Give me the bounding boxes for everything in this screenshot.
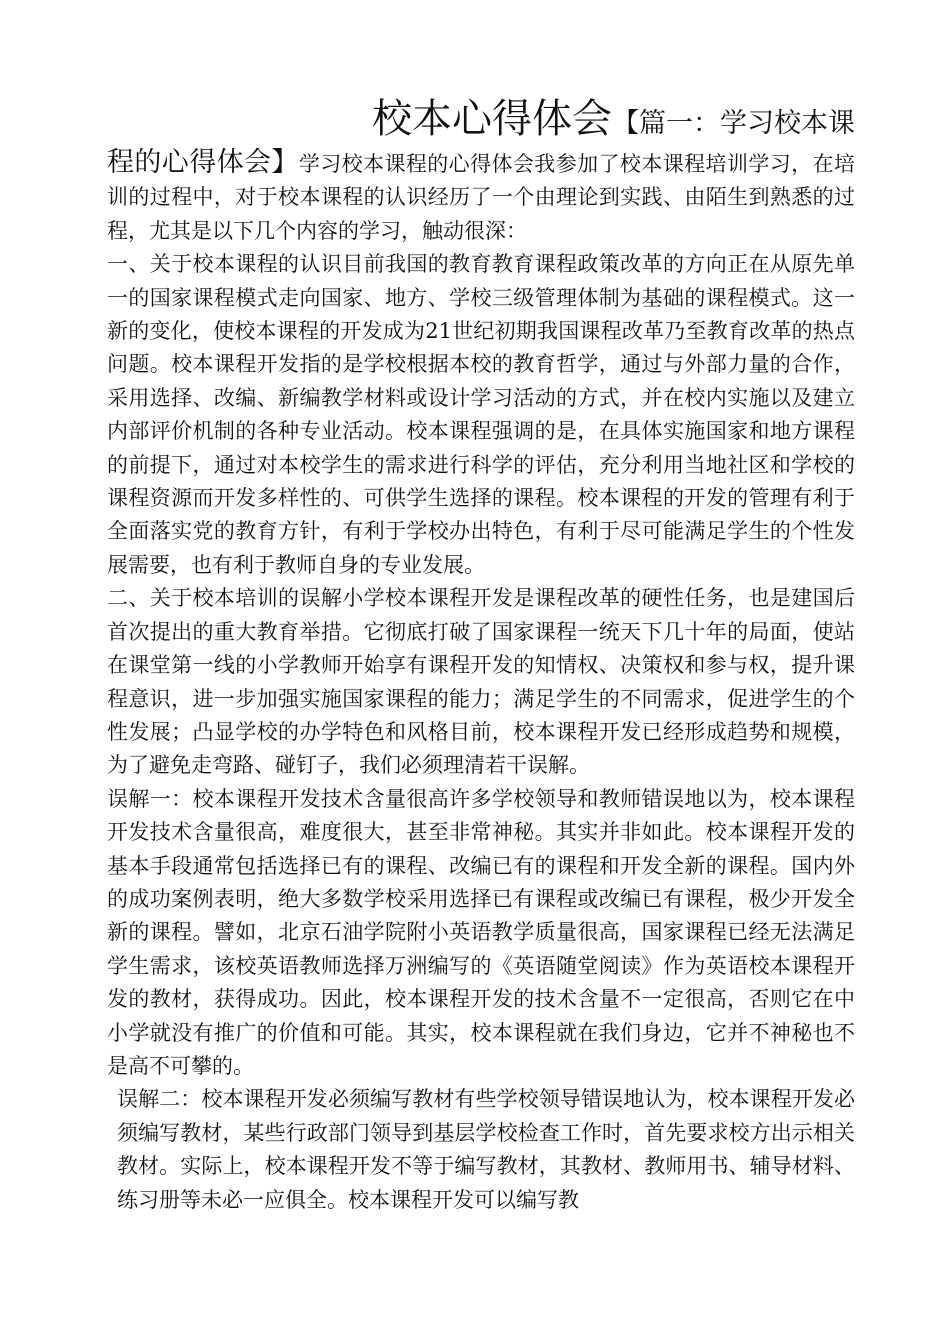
document-subtitle-part2: 程的心得体会】 xyxy=(107,147,299,178)
document-subtitle-part1: 【篇一：学习校本课 xyxy=(612,108,855,139)
document-page xyxy=(107,92,855,1217)
paragraph-3: 误解一：校本课程开发技术含量很高许多学校领导和教师错误地以为，校本课程开发技术含量很高，难度很大，甚至非常神秘。其实并非如此。校本课程开发的基本手段通常包括选择已有的课程、改编已有的课程和开发全新的课程。国内外的成功案例表明，绝大多数学校采用选择已有课程或改编已有课程，极少开发全新的课程。譬如，北京石油学院附小英语教学质量很高，国家课程已经无法满足学生需求，该校英语教师选择万洲编写的《英语随堂阅读》作为英语校本课程开发的教材，获得成功。因此，校本课程开发的技术含量不一定很高，否则它在中小学就没有推广的价值和可能。其实，校本课程就在我们身边，它并不神秘也不是高不可攀的。 xyxy=(107,786,855,1078)
document-title: 校本心得体会 xyxy=(372,96,612,142)
paragraph-4: 误解二：校本课程开发必须编写教材有些学校领导错误地认为，校本课程开发必须编写教材，某些行政部门领导到基层学校检查工作时，首先要求校方出示相关教材。实际上，校本课程开发不等于编写教材，其教材、教师用书、辅导材料、练习册等未必一应俱全。校本课程开发可以编写教 xyxy=(117,1087,855,1212)
paragraph-2: 二、关于校本培训的误解小学校本课程开发是课程改革的硬性任务，也是建国后首次提出的重大教育举措。它彻底打破了国家课程一统天下几十年的局面，使站在课堂第一线的小学教师开始享有课程开发的知情权、决策权和参与权，提升课程意识，进一步加强实施国家课程的能力；满足学生的不同需求，促进学生的个性发展；凸显学校的办学特色和风格目前，校本课程开发已经形成趋势和规模，为了避免走弯路、碰钉子，我们必须理清若干误解。 xyxy=(107,586,855,778)
document-body xyxy=(107,146,855,1217)
intro-text: 学习校本课程的心得体会我参加了校本课程培训学习，在培训的过程中，对于校本课程的认识经历了一个由理论到实践、由陌生到熟悉的过程，尤其是以下几个内容的学习，触动很深： xyxy=(107,152,855,243)
title-line xyxy=(107,92,855,146)
intro-paragraph xyxy=(107,146,855,248)
paragraph-1: 一、关于校本课程的认识目前我国的教育教育课程政策改革的方向正在从原先单一的国家课程模式走向国家、地方、学校三级管理体制为基础的课程模式。这一新的变化，使校本课程的开发成为21世纪初期我国课程改革乃至教育改革的热点问题。校本课程开发指的是学校根据本校的教育哲学，通过与外部力量的合作，采用选择、改编、新编教学材料或设计学习活动的方式，并在校内实施以及建立内部评价机制的各种专业活动。校本课程强调的是，在具体实施国家和地方课程的前提下，通过对本校学生的需求进行科学的评估，充分利用当地社区和学校的课程资源而开发多样性的、可供学生选择的课程。校本课程的开发的管理有利于全面落实党的教育方针，有利于学校办出特色，有利于尽可能满足学生的个性发展需要，也有利于教师自身的专业发展。 xyxy=(107,252,855,577)
